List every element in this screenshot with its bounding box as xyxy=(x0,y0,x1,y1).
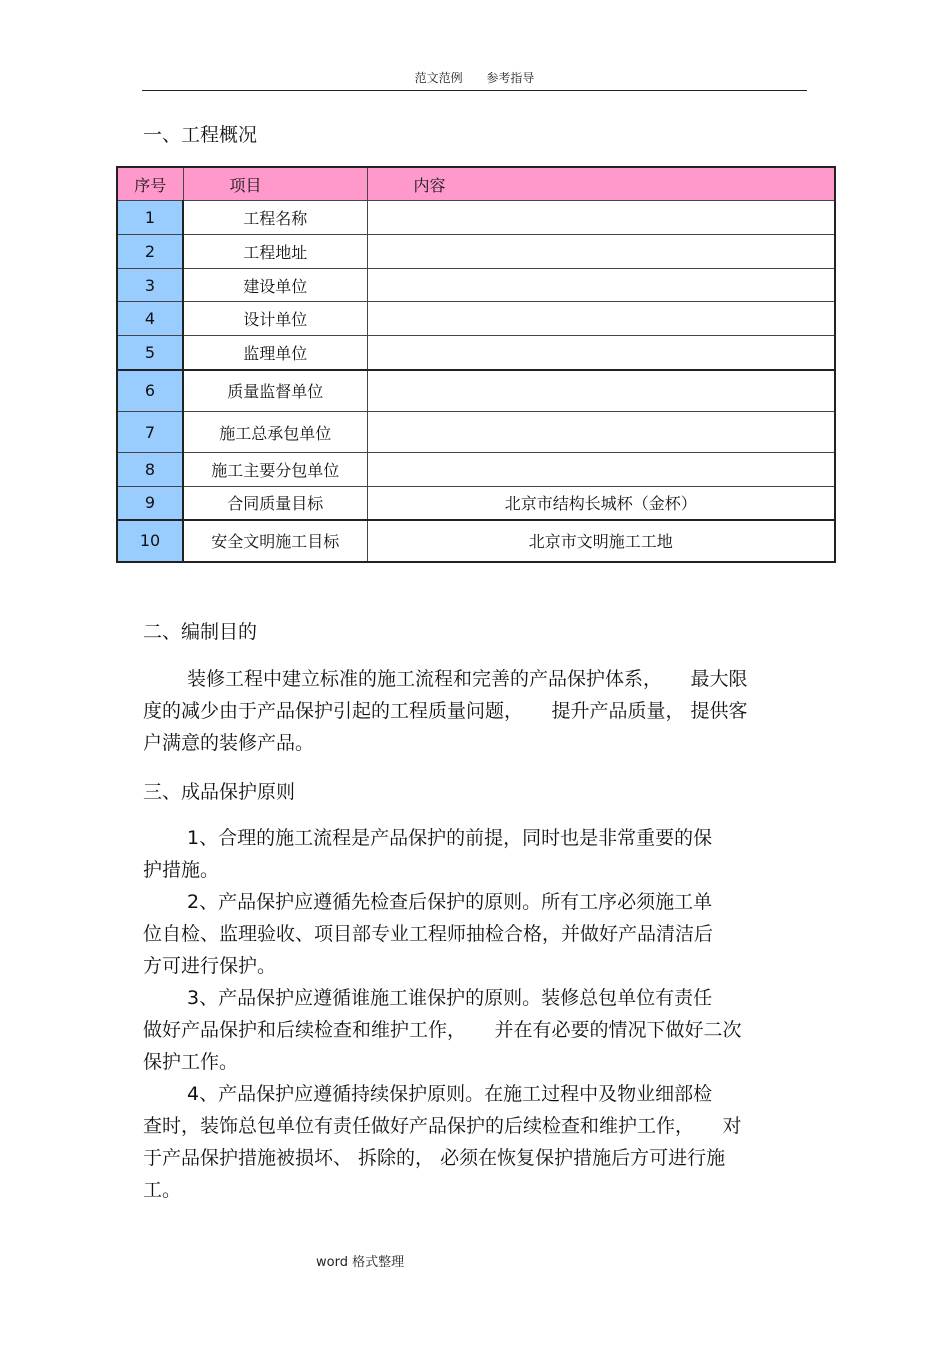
principle-item-1 xyxy=(143,822,807,886)
paragraph-line: 装修工程中建立标准的施工流程和完善的产品保护体系， 最大限 xyxy=(187,668,748,690)
project-overview-table-wrap xyxy=(116,166,834,563)
paragraph-line: 保护工作。 xyxy=(143,1051,239,1073)
paragraph-line: 户满意的装修产品。 xyxy=(143,732,315,754)
row-content xyxy=(367,269,835,302)
row-num: 5 xyxy=(117,336,183,370)
table-row xyxy=(117,336,835,370)
paragraph-line: 2、产品保护应遵循先检查后保护的原则。所有工序必须施工单 xyxy=(187,891,713,913)
paragraph-line: 3、产品保护应遵循谁施工谁保护的原则。装修总包单位有责任 xyxy=(187,987,713,1009)
section2-paragraph xyxy=(143,663,807,759)
row-num: 2 xyxy=(117,235,183,269)
table-row xyxy=(117,269,835,302)
table-row xyxy=(117,302,835,336)
row-content xyxy=(367,201,835,235)
table-row xyxy=(117,235,835,269)
row-item: 质量监督单位 xyxy=(183,370,367,412)
row-item: 监理单位 xyxy=(183,336,367,370)
table-row xyxy=(117,370,835,412)
paragraph-line: 方可进行保护。 xyxy=(143,955,277,977)
header-num: 序号 xyxy=(117,167,183,201)
row-content: 北京市文明施工工地 xyxy=(367,520,835,562)
row-num: 7 xyxy=(117,412,183,453)
section1-title: 一、工程概况 xyxy=(143,124,258,146)
row-item: 安全文明施工目标 xyxy=(183,520,367,562)
row-content xyxy=(367,453,835,487)
table-row xyxy=(117,453,835,487)
header-content: 内容 xyxy=(367,167,835,201)
row-item: 施工总承包单位 xyxy=(183,412,367,453)
project-overview-table xyxy=(116,166,836,563)
paragraph-line: 查时，装饰总包单位有责任做好产品保护的后续检查和维护工作， 对 xyxy=(143,1115,742,1137)
principle-item-4 xyxy=(143,1078,807,1206)
table-row xyxy=(117,201,835,235)
principle-item-2 xyxy=(143,886,807,982)
paragraph-line: 于产品保护措施被损坏、 拆除的， 必须在恢复保护措施后方可进行施 xyxy=(143,1147,726,1169)
paragraph-line: 护措施。 xyxy=(143,859,220,881)
row-content xyxy=(367,235,835,269)
row-num: 6 xyxy=(117,370,183,412)
row-item: 工程地址 xyxy=(183,235,367,269)
paragraph-line: 1、合理的施工流程是产品保护的前提，同时也是非常重要的保 xyxy=(187,827,713,849)
row-item: 建设单位 xyxy=(183,269,367,302)
row-content: 北京市结构长城杯（金杯） xyxy=(367,487,835,520)
page-header xyxy=(142,68,807,91)
table-row xyxy=(117,487,835,520)
row-item: 合同质量目标 xyxy=(183,487,367,520)
row-content xyxy=(367,370,835,412)
header-item: 项目 xyxy=(183,167,367,201)
header-left-text: 范文范例 xyxy=(414,71,463,85)
table-row xyxy=(117,412,835,453)
paragraph-line: 工。 xyxy=(143,1179,182,1201)
row-num: 9 xyxy=(117,487,183,520)
table-header-row xyxy=(117,167,835,201)
row-num: 10 xyxy=(117,520,183,562)
page-footer: word 格式整理 xyxy=(316,1255,405,1270)
section2-title: 二、编制目的 xyxy=(143,621,258,643)
row-content xyxy=(367,412,835,453)
row-num: 3 xyxy=(117,269,183,302)
row-num: 4 xyxy=(117,302,183,336)
row-content xyxy=(367,302,835,336)
header-right-text: 参考指导 xyxy=(486,71,535,85)
row-num: 1 xyxy=(117,201,183,235)
paragraph-line: 4、产品保护应遵循持续保护原则。在施工过程中及物业细部检 xyxy=(187,1083,713,1105)
paragraph-line: 位自检、监理验收、项目部专业工程师抽检合格，并做好产品清洁后 xyxy=(143,923,714,945)
section3-title: 三、成品保护原则 xyxy=(143,781,296,803)
row-item: 施工主要分包单位 xyxy=(183,453,367,487)
paragraph-line: 做好产品保护和后续检查和维护工作， 并在有必要的情况下做好二次 xyxy=(143,1019,742,1041)
principle-item-3 xyxy=(143,982,807,1078)
row-item: 工程名称 xyxy=(183,201,367,235)
row-content xyxy=(367,336,835,370)
paragraph-line: 度的减少由于产品保护引起的工程质量问题， 提升产品质量， 提供客 xyxy=(143,700,748,722)
table-row xyxy=(117,520,835,562)
row-item: 设计单位 xyxy=(183,302,367,336)
row-num: 8 xyxy=(117,453,183,487)
